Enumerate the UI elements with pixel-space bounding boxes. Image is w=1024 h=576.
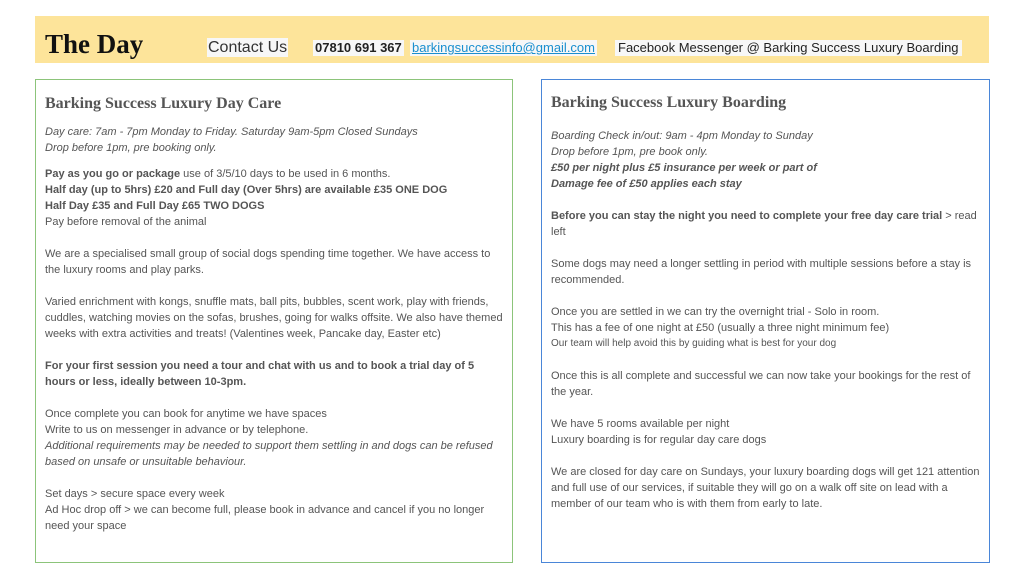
price-one-dog: Half day (up to 5hrs) £20 and Full day (Over 5hrs) are available £35 ONE DOG (45, 184, 448, 196)
header-bar (35, 16, 989, 63)
phone-number[interactable]: 07810 691 367 (315, 40, 402, 55)
enrichment-description: Varied enrichment with kongs, snuffle mats, ball pits, bubbles, scent work, play with friends, cuddles, watching movies on the sofas, brushes, going for walks offsite. We also have themed weeks with extra activities and treats! (Valentines week, Pancake day, Easter etc) (45, 296, 503, 340)
price-two-dogs: Half Day £35 and Full Day £65 TWO DOGS (45, 200, 265, 212)
daycare-body (45, 124, 504, 534)
package-rest: use of 3/5/10 days to be used in 6 months. (180, 168, 391, 180)
book-anytime: Once complete you can book for anytime we have spaces (45, 408, 327, 420)
regular-dogs: Luxury boarding is for regular day care dogs (551, 434, 767, 446)
contact-us-label: Contact Us (208, 39, 288, 56)
trial-requirement (551, 208, 981, 240)
boarding-drop: Drop before 1pm, pre book only. (551, 146, 708, 158)
team-help: Our team will help avoid this by guiding what is best for your dog (551, 338, 837, 349)
write-us: Write to us on messenger in advance or by telephone. (45, 424, 309, 436)
daycare-hours: Day care: 7am - 7pm Monday to Friday. Saturday 9am-5pm Closed Sundays (45, 126, 418, 138)
boarding-body (551, 128, 981, 512)
facebook-messenger-text: Facebook Messenger @ Barking Success Luxury Boarding (615, 40, 962, 56)
email-link[interactable]: barkingsuccessinfo@gmail.com (412, 40, 595, 55)
boarding-checkin: Boarding Check in/out: 9am - 4pm Monday to Sunday (551, 130, 813, 142)
boarding-panel (541, 79, 990, 563)
first-session-info: For your first session you need a tour and chat with us and to book a trial day of 5 hours or less, ideally between 10-3pm. (45, 360, 475, 388)
daycare-drop: Drop before 1pm, pre booking only. (45, 142, 217, 154)
set-days: Set days > secure space every week (45, 488, 225, 500)
damage-fee: Damage fee of £50 applies each stay (551, 178, 742, 190)
boarding-price: £50 per night plus £5 insurance per week or part of (551, 162, 817, 174)
overnight-fee: This has a fee of one night at £50 (usually a three night minimum fee) (551, 322, 890, 334)
daycare-panel (35, 79, 513, 563)
sunday-closure: We are closed for day care on Sundays, your luxury boarding dogs will get 121 attention and full use of our services, if suitable they will go on a walk off site on lead with a member of our team who is with them from early to late. (551, 466, 980, 510)
daycare-package (45, 166, 504, 182)
boarding-title: Barking Success Luxury Boarding (551, 94, 787, 111)
booking-complete: Once this is all complete and successful we can now take your bookings for the rest of the year. (551, 370, 971, 398)
page-title: The Day (45, 29, 144, 59)
daycare-title: Barking Success Luxury Day Care (45, 95, 282, 112)
settling-info: Some dogs may need a longer settling in period with multiple sessions before a stay is recommended. (551, 258, 972, 286)
additional-requirements: Additional requirements may be needed to support them settling in and dogs can be refused based on unsafe or unsuitable behaviour. (45, 440, 493, 468)
overnight-trial: Once you are settled in we can try the overnight trial - Solo in room. (551, 306, 880, 318)
trial-rest: > read left (551, 210, 977, 238)
group-description: We are a specialised small group of social dogs spending time together. We have access to the luxury rooms and play parks. (45, 248, 491, 276)
pay-before: Pay before removal of the animal (45, 216, 207, 228)
trial-bold: Before you can stay the night you need to complete your free day care trial (551, 210, 943, 222)
rooms-available: We have 5 rooms available per night (551, 418, 730, 430)
package-bold: Pay as you go or package (45, 168, 181, 180)
ad-hoc: Ad Hoc drop off > we can become full, please book in advance and cancel if you no longer need your space (45, 504, 485, 532)
